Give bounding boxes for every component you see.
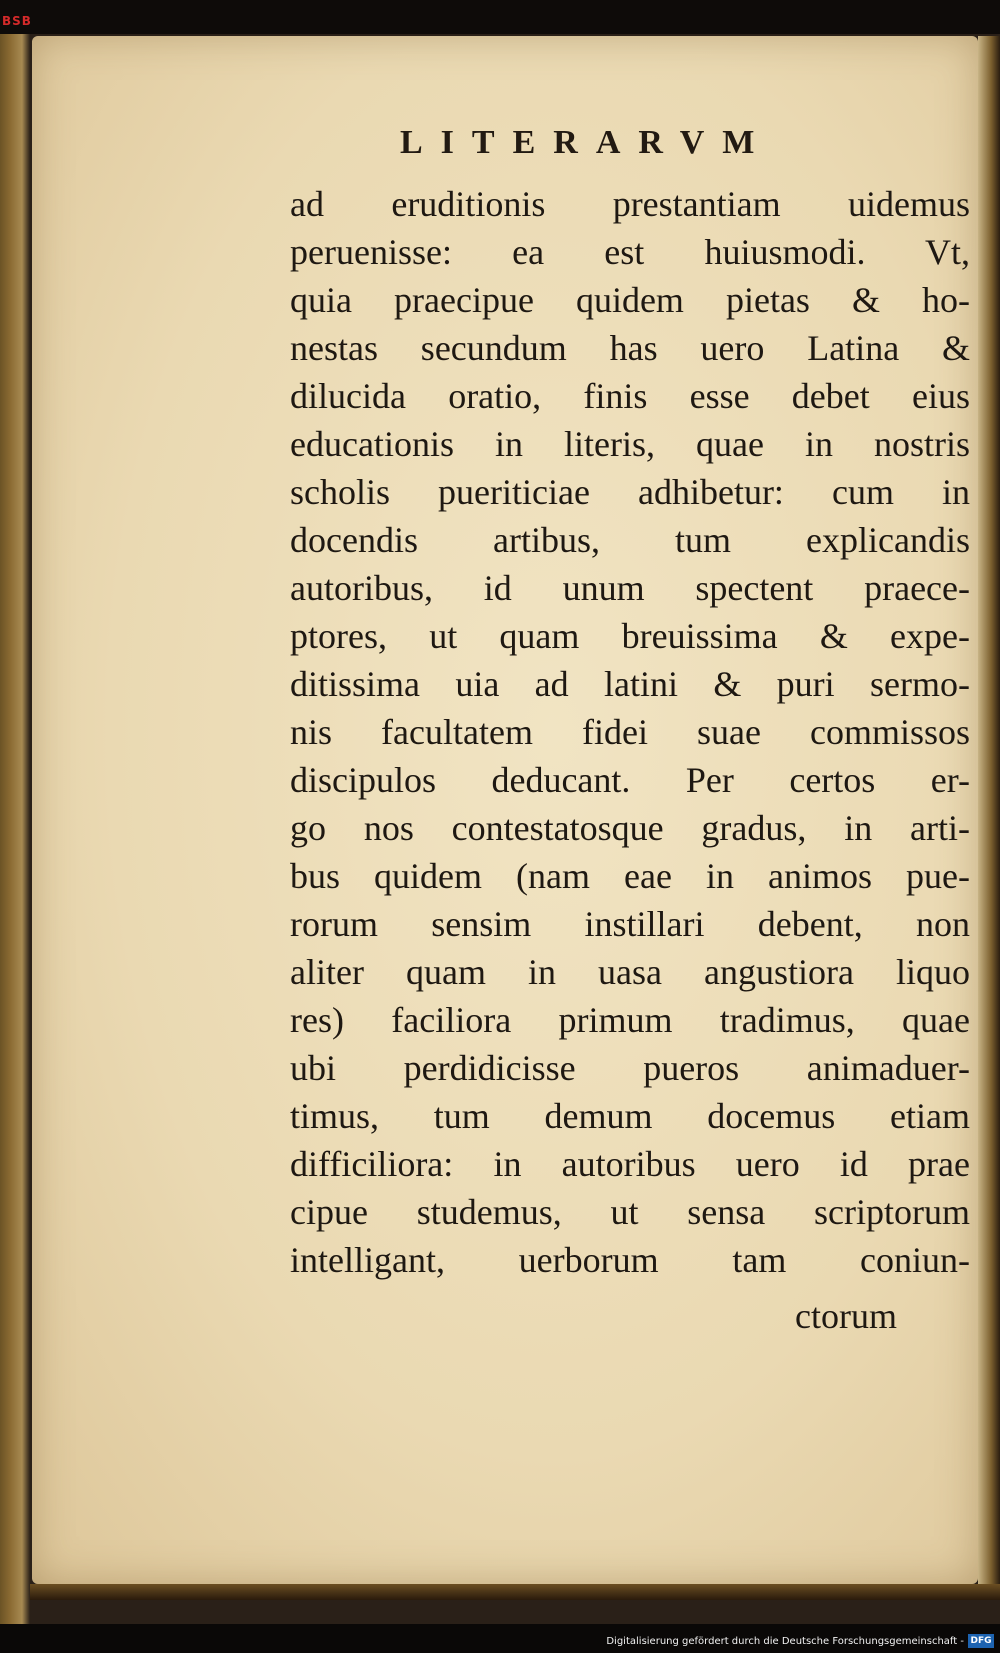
text-line: ditissima uia ad latini & puri sermo- bbox=[290, 664, 970, 704]
text-line: timus, tum demum docemus etiam bbox=[290, 1096, 970, 1136]
text-line: ad eruditionis prestantiam uidemus bbox=[290, 184, 970, 224]
running-head: LITERARVM bbox=[400, 124, 773, 161]
page-edge-right bbox=[978, 36, 1000, 1596]
dfg-logo: DFG bbox=[968, 1634, 994, 1648]
text-line: ubi perdidicisse pueros animaduer- bbox=[290, 1048, 970, 1088]
text-line: cipue studemus, ut sensa scriptorum bbox=[290, 1192, 970, 1232]
text-line: nis facultatem fidei suae commissos bbox=[290, 712, 970, 752]
text-line: quia praecipue quidem pietas & ho- bbox=[290, 280, 970, 320]
top-bar bbox=[0, 0, 1000, 34]
text-line: intelligant, uerborum tam coniun- bbox=[290, 1240, 970, 1280]
catchword: ctorum bbox=[795, 1296, 897, 1336]
text-line: docendis artibus, tum explicandis bbox=[290, 520, 970, 560]
text-line: difficiliora: in autoribus uero id prae bbox=[290, 1144, 970, 1184]
bsb-logo: BSB bbox=[2, 14, 32, 28]
text-line: nestas secundum has uero Latina & bbox=[290, 328, 970, 368]
text-line: res) faciliora primum tradimus, quae bbox=[290, 1000, 970, 1040]
footer-credit: Digitalisierung gefördert durch die Deutsche Forschungsgemeinschaft - bbox=[606, 1636, 964, 1647]
text-line: ptores, ut quam breuissima & expe- bbox=[290, 616, 970, 656]
text-line: dilucida oratio, finis esse debet eius bbox=[290, 376, 970, 416]
text-line: aliter quam in uasa angustiora liquo bbox=[290, 952, 970, 992]
text-line: scholis pueriticiae adhibetur: cum in bbox=[290, 472, 970, 512]
text-line: autoribus, id unum spectent praece- bbox=[290, 568, 970, 608]
text-line: rorum sensim instillari debent, non bbox=[290, 904, 970, 944]
text-line: discipulos deducant. Per certos er- bbox=[290, 760, 970, 800]
page-edge-bottom bbox=[30, 1584, 1000, 1600]
text-line: educationis in literis, quae in nostris bbox=[290, 424, 970, 464]
text-line: peruenisse: ea est huiusmodi. Vt, bbox=[290, 232, 970, 272]
text-line: bus quidem (nam eae in animos pue- bbox=[290, 856, 970, 896]
text-line: go nos contestatosque gradus, in arti- bbox=[290, 808, 970, 848]
page-text-body bbox=[290, 180, 970, 1284]
